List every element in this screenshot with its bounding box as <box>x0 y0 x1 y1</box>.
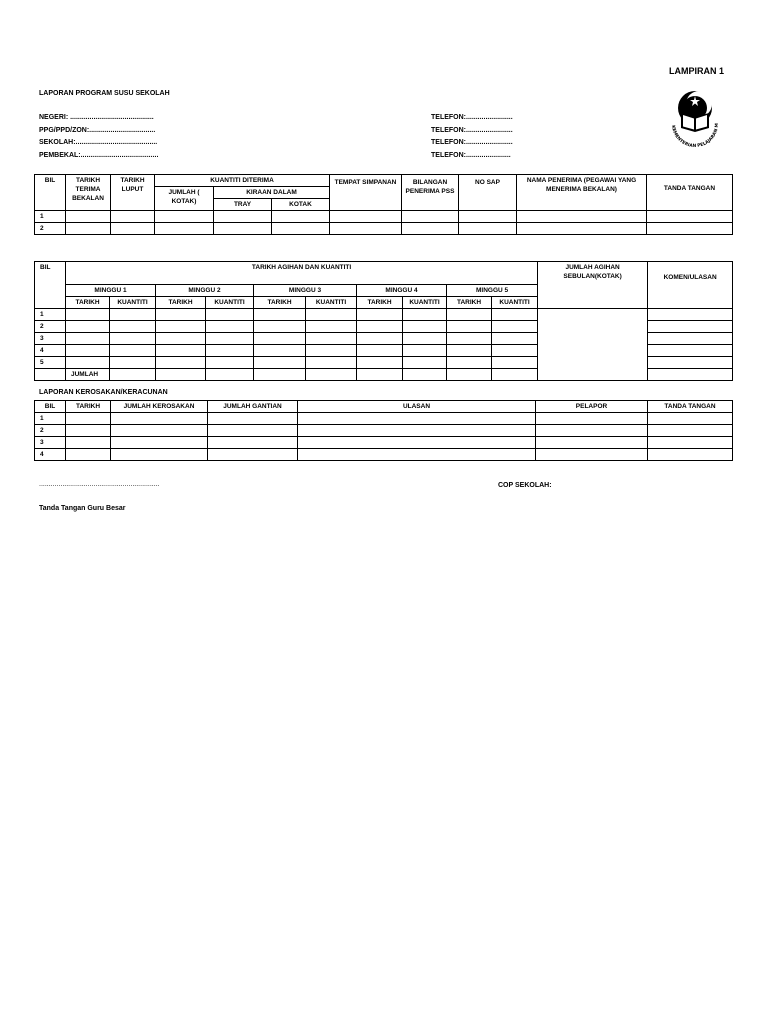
col-jumlah-agihan: JUMLAH AGIHAN SEBULAN(KOTAK) <box>538 262 648 309</box>
row-number: 5 <box>35 357 66 369</box>
col-kuantiti: KUANTITI <box>110 297 156 309</box>
col-ulasan: ULASAN <box>298 401 536 413</box>
pembekal-field: PEMBEKAL:........................................ <box>39 151 159 159</box>
col-no-sap: NO SAP <box>459 175 517 211</box>
col-tempat-simpanan: TEMPAT SIMPANAN <box>330 175 402 211</box>
row-number: 1 <box>35 413 66 425</box>
col-jumlah-kerosakan: JUMLAH KEROSAKAN <box>111 401 208 413</box>
logo-text: KEMENTERIAN PELAJARAN M <box>669 123 721 150</box>
col-tarikh: TARIKH <box>357 297 403 309</box>
week-5-header: MINGGU 5 <box>447 285 538 297</box>
col-pelapor: PELAPOR <box>536 401 648 413</box>
row-number: 4 <box>35 449 66 461</box>
row-number: 2 <box>35 321 66 333</box>
info-left-block <box>39 112 158 162</box>
signature-label: Tanda Tangan Guru Besar <box>39 505 126 512</box>
table-row <box>35 309 733 321</box>
row-number: 2 <box>35 425 66 437</box>
row-number: 1 <box>35 309 66 321</box>
col-tarikh: TARIKH <box>447 297 492 309</box>
week-3-header: MINGGU 3 <box>254 285 357 297</box>
col-kuantiti: KUANTITI <box>403 297 447 309</box>
damage-report-title: LAPORAN KEROSAKAN/KERACUNAN <box>39 389 168 396</box>
col-tarikh-terima: TARIKH TERIMA BEKALAN <box>66 175 111 211</box>
row-number: 1 <box>35 211 66 223</box>
col-kuantiti: KUANTITI <box>492 297 538 309</box>
col-kuantiti-diterima: KUANTITI DITERIMA <box>155 175 330 187</box>
col-tarikh: TARIKH <box>66 401 111 413</box>
negeri-field: NEGERI: ........................................... <box>39 114 154 121</box>
jumlah-label: JUMLAH <box>66 369 110 381</box>
signature-line[interactable]: .............................................................. <box>39 481 160 488</box>
col-tarikh: TARIKH <box>156 297 206 309</box>
receipt-table <box>34 174 733 235</box>
col-kiraan-dalam: KIRAAN DALAM <box>214 187 330 199</box>
col-bil: BIL <box>35 401 66 413</box>
col-kotak: KOTAK <box>272 199 330 211</box>
col-tarikh-luput: TARIKH LUPUT <box>111 175 155 211</box>
col-tarikh-agihan: TARIKH AGIHAN DAN KUANTITI <box>66 262 538 285</box>
col-jumlah-kotak: JUMLAH ( KOTAK) <box>155 187 214 211</box>
ministry-logo <box>662 86 728 152</box>
sekolah-field: SEKOLAH:.......................................... <box>39 139 158 146</box>
col-tarikh: TARIKH <box>66 297 110 309</box>
week-1-header: MINGGU 1 <box>66 285 156 297</box>
ppg-field: PPG/PPD/ZON:.................................. <box>39 126 156 134</box>
row-number: 4 <box>35 345 66 357</box>
col-kuantiti: KUANTITI <box>306 297 357 309</box>
table-row <box>35 425 733 437</box>
school-stamp-label: COP SEKOLAH: <box>498 482 552 489</box>
row-number: 2 <box>35 223 66 235</box>
table-row <box>35 413 733 425</box>
jumlah-agihan-cell[interactable] <box>538 309 648 381</box>
col-bil: BIL <box>35 175 66 211</box>
col-tray: TRAY <box>214 199 272 211</box>
report-title: LAPORAN PROGRAM SUSU SEKOLAH <box>39 90 170 97</box>
table-row <box>35 449 733 461</box>
info-right-block <box>431 112 513 162</box>
col-komen: KOMEN/ULASAN <box>648 262 733 309</box>
col-tarikh: TARIKH <box>254 297 306 309</box>
table-row <box>35 437 733 449</box>
col-kuantiti: KUANTITI <box>206 297 254 309</box>
week-4-header: MINGGU 4 <box>357 285 447 297</box>
col-nama-penerima: NAMA PENERIMA (PEGAWAI YANG MENERIMA BEKALAN) <box>517 175 647 211</box>
col-bilangan-penerima: BILANGAN PENERIMA PSS <box>402 175 459 211</box>
col-tanda-tangan: TANDA TANGAN <box>648 401 733 413</box>
week-2-header: MINGGU 2 <box>156 285 254 297</box>
lampiran-label: LAMPIRAN 1 <box>669 66 725 76</box>
telefon-field-1: TELEFON:........................ <box>431 114 513 121</box>
distribution-table <box>34 261 733 381</box>
row-number: 3 <box>35 333 66 345</box>
telefon-field-3: TELEFON:........................ <box>431 139 513 146</box>
col-jumlah-gantian: JUMLAH GANTIAN <box>208 401 298 413</box>
telefon-field-4: TELEFON:....................... <box>431 151 511 159</box>
telefon-field-2: TELEFON:........................ <box>431 126 513 134</box>
col-tanda-tangan: TANDA TANGAN <box>647 175 733 211</box>
damage-table <box>34 400 733 461</box>
row-number: 3 <box>35 437 66 449</box>
table-row <box>35 223 733 235</box>
col-bil: BIL <box>35 262 66 309</box>
table-row <box>35 211 733 223</box>
